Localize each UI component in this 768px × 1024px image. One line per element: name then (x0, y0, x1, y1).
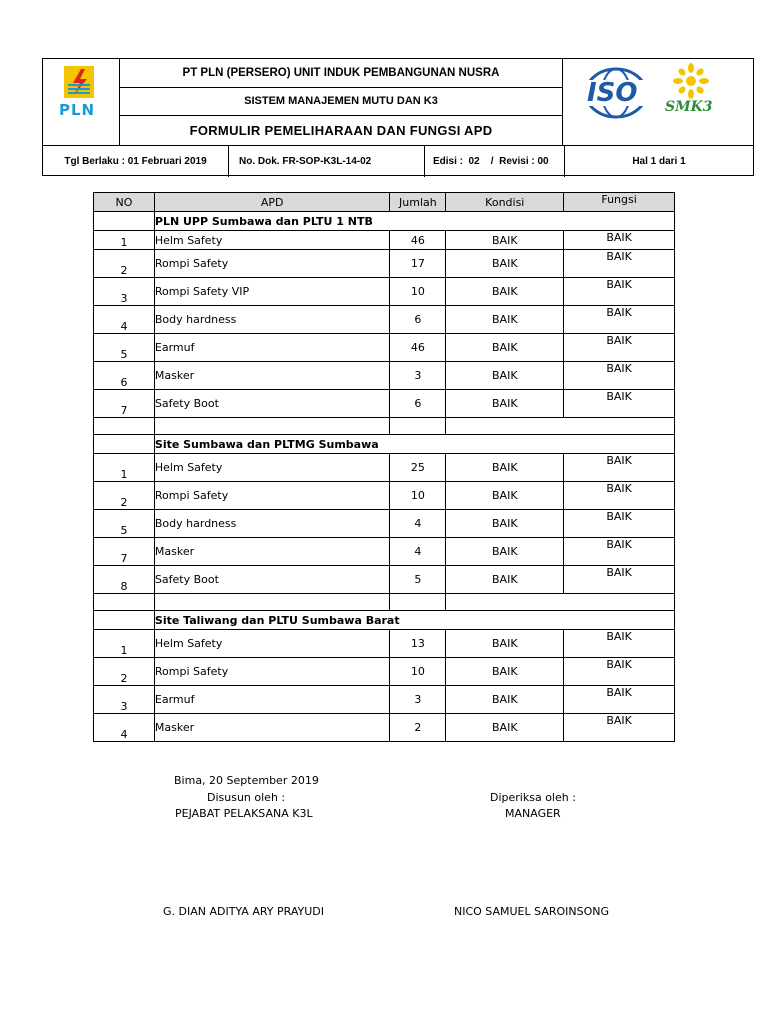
cell-no: 5 (94, 334, 155, 362)
cell-jumlah: 13 (390, 630, 446, 658)
col-header-jumlah: Jumlah (390, 193, 446, 212)
cell-no: 3 (94, 278, 155, 306)
col-header-fungsi: Fungsi (564, 193, 675, 212)
cell-kondisi: BAIK (446, 658, 564, 686)
cell-apd: Body hardness (154, 306, 390, 334)
cell-jumlah: 10 (390, 658, 446, 686)
cell-no: 4 (94, 306, 155, 334)
management-system: SISTEM MANAJEMEN MUTU DAN K3 (119, 87, 563, 116)
cell-jumlah: 5 (390, 566, 446, 594)
cell-no: 1 (94, 630, 155, 658)
cell-jumlah: 6 (390, 390, 446, 418)
cell-kondisi: BAIK (446, 686, 564, 714)
cell-fungsi: BAIK (564, 306, 675, 334)
cell-apd: Body hardness (154, 510, 390, 538)
cell-kondisi: BAIK (446, 390, 564, 418)
prepared-by-role: PEJABAT PELAKSANA K3L (175, 807, 313, 820)
cell-jumlah: 46 (390, 231, 446, 250)
cell-fungsi: BAIK (564, 566, 675, 594)
cell-apd: Rompi Safety (154, 250, 390, 278)
document-number: No. Dok. FR-SOP-K3L-14-02 (229, 146, 425, 177)
cell-kondisi: BAIK (446, 566, 564, 594)
apd-table (93, 192, 675, 742)
cell-kondisi: BAIK (446, 306, 564, 334)
blank-row (94, 594, 675, 611)
cell-apd: Rompi Safety (154, 482, 390, 510)
document-header (42, 58, 754, 176)
cell-kondisi: BAIK (446, 454, 564, 482)
table-row (94, 686, 675, 714)
table-row (94, 538, 675, 566)
cell-kondisi: BAIK (446, 630, 564, 658)
prepared-by-name: G. DIAN ADITYA ARY PRAYUDI (163, 905, 324, 918)
cell-apd: Masker (154, 714, 390, 742)
table-header-row (94, 193, 675, 212)
cell-jumlah: 2 (390, 714, 446, 742)
cell-apd: Masker (154, 362, 390, 390)
table-row (94, 278, 675, 306)
cell-no: 2 (94, 482, 155, 510)
cell-jumlah: 17 (390, 250, 446, 278)
cell-kondisi: BAIK (446, 538, 564, 566)
cell-fungsi: BAIK (564, 510, 675, 538)
table-row (94, 231, 675, 250)
table-row (94, 566, 675, 594)
cell-apd: Rompi Safety (154, 658, 390, 686)
cell-apd: Masker (154, 538, 390, 566)
form-title: FORMULIR PEMELIHARAAN DAN FUNGSI APD (119, 115, 563, 146)
cell-apd: Rompi Safety VIP (154, 278, 390, 306)
cell-jumlah: 25 (390, 454, 446, 482)
cell-kondisi: BAIK (446, 482, 564, 510)
cell-fungsi: BAIK (564, 278, 675, 306)
section-header-row (94, 435, 675, 454)
cell-no: 1 (94, 231, 155, 250)
cell-apd: Earmuf (154, 334, 390, 362)
cell-no: 8 (94, 566, 155, 594)
certification-logos-cell (562, 59, 753, 145)
cell-kondisi: BAIK (446, 714, 564, 742)
cell-fungsi: BAIK (564, 714, 675, 742)
section-title: Site Taliwang dan PLTU Sumbawa Barat (154, 611, 674, 630)
cell-fungsi: BAIK (564, 686, 675, 714)
cell-fungsi: BAIK (564, 362, 675, 390)
cell-apd: Safety Boot (154, 390, 390, 418)
table-row (94, 250, 675, 278)
cell-fungsi: BAIK (564, 334, 675, 362)
cell-no: 2 (94, 658, 155, 686)
pln-logo-text: PLN (59, 101, 96, 119)
cell-apd: Safety Boot (154, 566, 390, 594)
cell-kondisi: BAIK (446, 250, 564, 278)
cell-jumlah: 3 (390, 362, 446, 390)
table-row (94, 306, 675, 334)
cell-jumlah: 6 (390, 306, 446, 334)
cell-kondisi: BAIK (446, 362, 564, 390)
col-header-no: NO (94, 193, 155, 212)
cell-fungsi: BAIK (564, 630, 675, 658)
cell-jumlah: 4 (390, 538, 446, 566)
cell-jumlah: 10 (390, 278, 446, 306)
cell-no: 7 (94, 390, 155, 418)
cell-jumlah: 10 (390, 482, 446, 510)
cell-kondisi: BAIK (446, 278, 564, 306)
table-row (94, 630, 675, 658)
iso-logo-text: ISO (587, 78, 638, 108)
cell-apd: Helm Safety (154, 630, 390, 658)
checked-by-label: Diperiksa oleh : (490, 791, 576, 804)
table-row (94, 362, 675, 390)
cell-no: 2 (94, 250, 155, 278)
cell-fungsi: BAIK (564, 658, 675, 686)
section-title: PLN UPP Sumbawa dan PLTU 1 NTB (154, 212, 674, 231)
cell-no: 6 (94, 362, 155, 390)
cell-no: 1 (94, 454, 155, 482)
table-row (94, 454, 675, 482)
col-header-kondisi: Kondisi (446, 193, 564, 212)
company-name: PT PLN (PERSERO) UNIT INDUK PEMBANGUNAN NUSRA (119, 59, 563, 88)
edition-revision: Edisi : 02 / Revisi : 00 (425, 146, 565, 177)
page-count: Hal 1 dari 1 (632, 156, 686, 167)
cell-fungsi: BAIK (564, 231, 675, 250)
cell-apd: Helm Safety (154, 454, 390, 482)
col-header-apd: APD (154, 193, 390, 212)
document-info-row (43, 145, 753, 177)
cell-fungsi: BAIK (564, 250, 675, 278)
table-row (94, 334, 675, 362)
section-title: Site Sumbawa dan PLTMG Sumbawa (154, 435, 674, 454)
cell-jumlah: 4 (390, 510, 446, 538)
table-row (94, 482, 675, 510)
prepared-by-label: Disusun oleh : (207, 791, 286, 804)
cell-apd: Helm Safety (154, 231, 390, 250)
section-header-row (94, 212, 675, 231)
cell-no: 7 (94, 538, 155, 566)
cell-fungsi: BAIK (564, 454, 675, 482)
cell-fungsi: BAIK (564, 538, 675, 566)
section-header-row (94, 611, 675, 630)
cell-kondisi: BAIK (446, 334, 564, 362)
smk3-logo-icon (671, 63, 711, 103)
cell-fungsi: BAIK (564, 390, 675, 418)
smk3-logo-text: SMK3 (665, 99, 713, 115)
cell-no: 4 (94, 714, 155, 742)
cell-apd: Earmuf (154, 686, 390, 714)
table-row (94, 390, 675, 418)
cell-kondisi: BAIK (446, 231, 564, 250)
table-row (94, 658, 675, 686)
effective-date: Tgl Berlaku : 01 Februari 2019 (43, 146, 229, 177)
pln-logo-cell (43, 59, 120, 145)
cell-jumlah: 3 (390, 686, 446, 714)
cell-jumlah: 46 (390, 334, 446, 362)
table-row (94, 510, 675, 538)
place-date: Bima, 20 September 2019 (174, 774, 319, 787)
table-row (94, 714, 675, 742)
checked-by-name: NICO SAMUEL SAROINSONG (454, 905, 610, 918)
cell-kondisi: BAIK (446, 510, 564, 538)
cell-no: 5 (94, 510, 155, 538)
checked-by-role: MANAGER (505, 807, 561, 820)
cell-fungsi: BAIK (564, 482, 675, 510)
cell-no: 3 (94, 686, 155, 714)
blank-row (94, 418, 675, 435)
